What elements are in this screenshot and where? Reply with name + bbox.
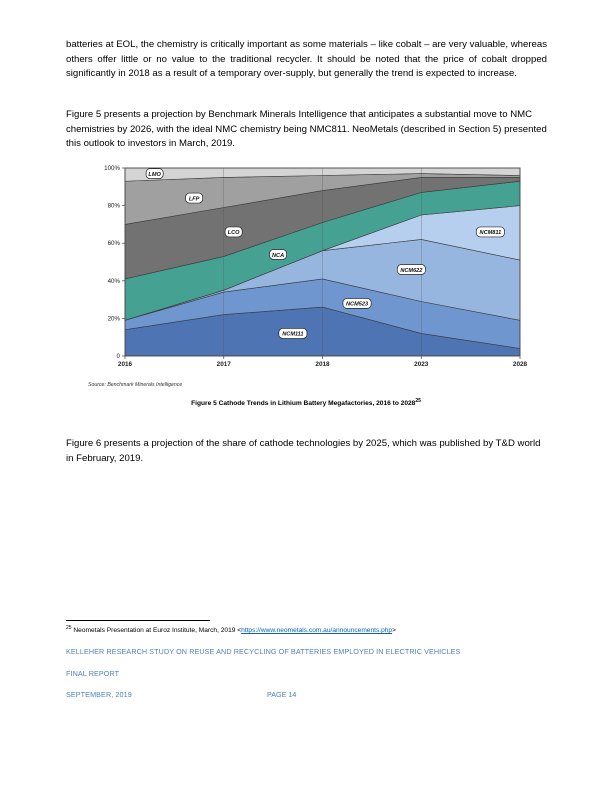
paragraph-figure5-intro: Figure 5 presents a projection by Benchmark Minerals Intelligence that anticipates a substantial move to NMC chemistries by 2026, with the ideal NMC chemistry being NMC811. NeoMetals (described in Section 5) presented this outlook to investors in March, 2019. (66, 109, 547, 150)
series-label-ncm811: NCM811 (479, 230, 502, 237)
chart-source-note: Source: Benchmark Minerals Intelligence (88, 382, 183, 388)
series-label-lmo: LMO (148, 171, 161, 178)
footnote-text: Neometals Presentation at Euroz Institute, March, 2019 < (73, 627, 242, 635)
series-label-lco: LCO (227, 230, 240, 237)
footnote-number: 25 (66, 625, 72, 631)
x-tick-label: 2016 (117, 361, 133, 368)
cathode-trends-chart (80, 160, 530, 393)
y-tick-label: 80% (107, 202, 120, 210)
paragraph-eol-chemistry: batteries at EOL, the chemistry is critically important as some materials – like cobalt – are very valuable, whereas others offer little or no value to the traditional recycler. It should be noted that the price of cobalt dropped significantly in 2018 as a result of a temporary over-supply, but generally the trend is expected to increase. (66, 39, 547, 80)
footnote-separator (66, 620, 210, 621)
footnote-text-end: > (392, 627, 396, 635)
figure-caption-footnote-ref: 25 (415, 398, 421, 404)
x-tick-label: 2023 (414, 361, 429, 368)
footer-page-number: PAGE 14 (267, 690, 297, 699)
footnote-link[interactable]: https://www.neometals.com.au/announcements.php (241, 627, 393, 635)
footer-study-title: KELLEHER RESEARCH STUDY ON REUSE AND RECYCLING OF BATTERIES EMPLOYED IN ELECTRIC VEHICLES (66, 647, 461, 656)
footer-date: SEPTEMBER, 2019 (66, 690, 132, 699)
series-label-ncm622: NCM622 (400, 267, 423, 274)
y-tick-label: 0 (116, 353, 120, 360)
y-tick-label: 40% (107, 277, 120, 285)
y-tick-label: 20% (107, 315, 120, 323)
series-label-nca: NCA (272, 252, 285, 259)
series-label-ncm523: NCM523 (346, 301, 369, 308)
x-tick-label: 2028 (512, 361, 528, 368)
figure-caption (0, 398, 612, 407)
series-label-ncm111: NCM111 (282, 331, 304, 338)
figure-caption-text: Figure 5 Cathode Trends in Lithium Battery Megafactories, 2016 to 2028 (191, 400, 416, 408)
series-label-lfp: LFP (188, 196, 200, 203)
paragraph-figure6-intro: Figure 6 presents a projection of the share of cathode technologies by 2025, which was published by T&D world in February, 2019. (66, 438, 541, 464)
y-tick-label: 100% (104, 165, 120, 172)
x-tick-label: 2017 (216, 361, 231, 368)
y-tick-label: 60% (107, 240, 120, 248)
footnote (66, 625, 396, 634)
chart-areas (125, 168, 520, 356)
footer-report-type: FINAL REPORT (66, 669, 120, 678)
x-tick-label: 2018 (315, 361, 330, 368)
